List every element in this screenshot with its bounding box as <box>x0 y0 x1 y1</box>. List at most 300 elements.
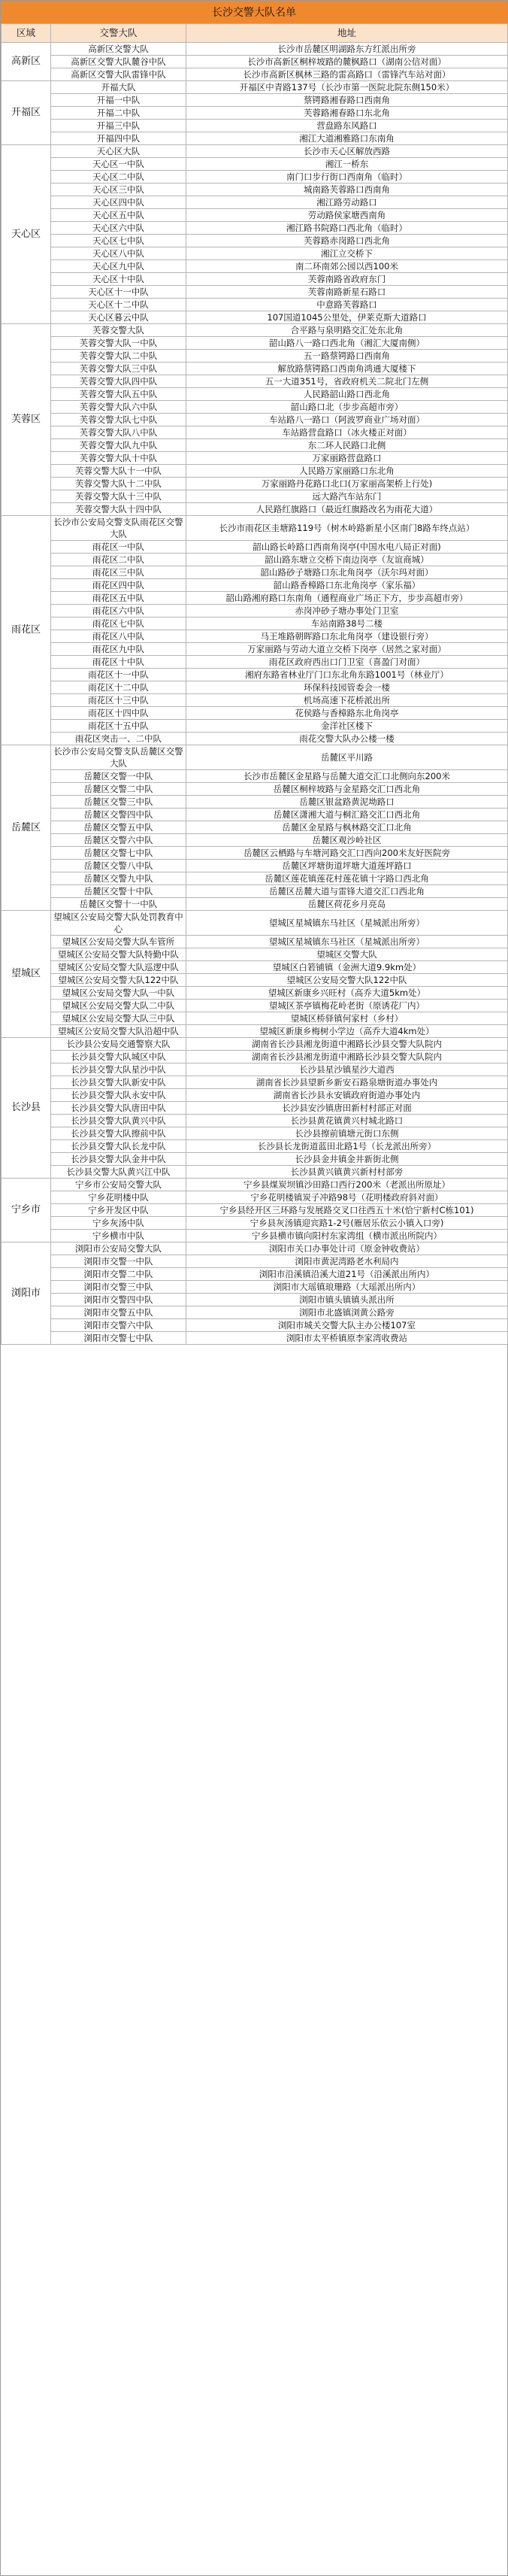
address-cell: 五一大道351号，省政府机关二院北门左侧 <box>186 375 508 388</box>
brigade-cell: 长沙县交警大队擦前中队 <box>51 1127 186 1140</box>
table-row <box>2 783 508 796</box>
address-cell: 韶山路砂子塘路口东北角岗亭（沃尔玛对面） <box>186 566 508 579</box>
address-cell: 人民路万家丽路口东北角 <box>186 465 508 478</box>
table-row <box>2 81 508 94</box>
brigade-cell: 雨花区突击一、二中队 <box>51 733 186 745</box>
district-cell: 雨花区 <box>2 516 51 745</box>
brigade-cell: 开福三中队 <box>51 120 186 132</box>
brigade-cell: 浏阳市公安局交警大队 <box>51 1242 186 1255</box>
address-cell: 雨花交警大队办公楼一楼 <box>186 733 508 745</box>
address-cell: 湘江一桥东 <box>186 158 508 171</box>
address-cell: 万家丽路丹花路口北口(万家丽高架桥上行处) <box>186 478 508 490</box>
address-cell: 湘江路劳动路口 <box>186 196 508 209</box>
brigade-cell: 天心区十二中队 <box>51 299 186 311</box>
address-cell: 宁乡花明楼镇炭子冲路98号（花明楼政府斜对面） <box>186 1191 508 1204</box>
table-row <box>2 247 508 260</box>
address-cell: 望城区白箬铺镇（金洲大道9.9km处） <box>186 961 508 974</box>
table-row <box>2 1204 508 1217</box>
brigade-cell: 芙蓉交警大队十四中队 <box>51 503 186 516</box>
district-cell: 芙蓉区 <box>2 324 51 516</box>
brigade-cell: 芙蓉交警大队十中队 <box>51 452 186 465</box>
table-row <box>2 936 508 948</box>
brigade-cell: 长沙县交警大队黄兴江中队 <box>51 1166 186 1179</box>
brigade-cell: 长沙县交警大队永安中队 <box>51 1089 186 1102</box>
address-cell: 岳麓区莲花镇莲花村莲花镇十字路口西北角 <box>186 872 508 885</box>
brigade-cell: 雨花区八中队 <box>51 630 186 643</box>
brigade-cell: 高新区交警大队 <box>51 43 186 56</box>
brigade-cell: 雨花区五中队 <box>51 592 186 605</box>
table-row <box>2 987 508 1000</box>
address-cell: 南门口步行街口西南角（临时） <box>186 171 508 184</box>
address-cell: 赤岗冲砂子塘办事处门卫室 <box>186 605 508 617</box>
table-row <box>2 196 508 209</box>
brigade-cell: 芙蓉交警大队二中队 <box>51 350 186 363</box>
table-row <box>2 1217 508 1230</box>
table-row <box>2 1281 508 1294</box>
table-row <box>2 452 508 465</box>
table-row <box>2 478 508 490</box>
brigade-cell: 开福大队 <box>51 81 186 94</box>
brigade-cell: 开福一中队 <box>51 94 186 107</box>
table-row <box>2 579 508 592</box>
brigade-cell: 高新区交警大队雷锋中队 <box>51 68 186 81</box>
table-row <box>2 541 508 554</box>
brigade-cell: 天心区十一中队 <box>51 286 186 299</box>
address-cell: 五一路蔡锷路口西南角 <box>186 350 508 363</box>
address-cell: 韶山路八一路口西北角（湘汇大厦南侧） <box>186 337 508 350</box>
table-row <box>2 1025 508 1038</box>
table-row <box>2 94 508 107</box>
brigade-cell: 宁乡市公安局交警大队 <box>51 1179 186 1191</box>
address-cell: 芙蓉路湘春路口东北角 <box>186 107 508 120</box>
brigade-cell: 天心区八中队 <box>51 247 186 260</box>
table-row <box>2 770 508 783</box>
table-row <box>2 158 508 171</box>
column-header-brigade: 交警大队 <box>51 24 186 43</box>
table-row <box>2 324 508 337</box>
brigade-cell: 芙蓉交警大队五中队 <box>51 388 186 401</box>
table-row <box>2 120 508 132</box>
table-row <box>2 885 508 898</box>
table-row <box>2 860 508 872</box>
table-row <box>2 974 508 987</box>
address-cell: 城南路芙蓉路口西南角 <box>186 184 508 196</box>
brigade-cell: 长沙县交警大队唐田中队 <box>51 1102 186 1115</box>
address-cell: 望城区新康乡兴旺村（高乔大道5km处） <box>186 987 508 1000</box>
table-row <box>2 694 508 707</box>
address-cell: 合平路与泉明路交汇处东北角 <box>186 324 508 337</box>
table-row <box>2 1063 508 1076</box>
table-row <box>2 337 508 350</box>
address-cell: 湘府东路省林业厅门口东北角东路1001号（林业厅） <box>186 669 508 681</box>
brigade-cell: 长沙县交警大队黄兴中队 <box>51 1115 186 1127</box>
table-row <box>2 350 508 363</box>
address-cell: 浏阳市北盛镇浏黄公路旁 <box>186 1306 508 1319</box>
table-row <box>2 439 508 452</box>
brigade-cell: 浏阳市交警三中队 <box>51 1281 186 1294</box>
brigade-cell: 芙蓉交警大队 <box>51 324 186 337</box>
address-cell: 花侯路与香樟路东北角岗亭 <box>186 707 508 720</box>
address-cell: 开福区中青路137号（长沙市第一医院北院东侧150米） <box>186 81 508 94</box>
brigade-cell: 宁乡花明楼中队 <box>51 1191 186 1204</box>
address-cell: 浏阳市黄泥湾路老水利局内 <box>186 1255 508 1268</box>
brigade-cell: 雨花区十一中队 <box>51 669 186 681</box>
address-cell: 长沙市高新区桐梓坡路的麓枫路口（湖南公信对面） <box>186 56 508 68</box>
brigade-cell: 岳麓区交警五中队 <box>51 821 186 834</box>
address-cell: 车站路营盘路口（冰火楼正对面） <box>186 426 508 439</box>
brigade-cell: 天心区十中队 <box>51 273 186 286</box>
brigade-cell: 开福二中队 <box>51 107 186 120</box>
address-cell: 韶山路湘府路口东南角（通程商业广场正下方，步步高超市旁） <box>186 592 508 605</box>
table-row <box>2 260 508 273</box>
table-row <box>2 1230 508 1242</box>
table-row <box>2 1076 508 1089</box>
table-row <box>2 948 508 961</box>
district-cell: 天心区 <box>2 145 51 324</box>
brigade-cell: 岳麓区交警十一中队 <box>51 898 186 911</box>
table-row <box>2 1268 508 1281</box>
brigade-cell: 望城区公安局交警大队特勤中队 <box>51 948 186 961</box>
district-cell: 浏阳市 <box>2 1242 51 1345</box>
address-cell: 岳麓区岳麓大道与雷锋大道交汇口西北角 <box>186 885 508 898</box>
brigade-cell: 岳麓区交警十中队 <box>51 885 186 898</box>
brigade-cell: 天心区六中队 <box>51 222 186 235</box>
brigade-cell: 雨花区十四中队 <box>51 707 186 720</box>
brigade-cell: 岳麓区交警六中队 <box>51 834 186 847</box>
address-cell: 长沙县长龙街道蓝田北路1号（长龙派出所旁） <box>186 1140 508 1153</box>
brigade-cell: 雨花区一中队 <box>51 541 186 554</box>
address-cell: 长沙市高新区枫林三路的雷高路口（雷锋汽车站对面） <box>186 68 508 81</box>
address-cell: 湖南省长沙县湘龙街道中湘路长沙县交警大队院内 <box>186 1038 508 1051</box>
brigade-cell: 高新区交警大队麓谷中队 <box>51 56 186 68</box>
address-cell: 望城区桥驿镇何家村（乡村） <box>186 1012 508 1025</box>
table-row <box>2 1127 508 1140</box>
table-row <box>2 898 508 911</box>
brigade-cell: 雨花区七中队 <box>51 617 186 630</box>
table-row <box>2 872 508 885</box>
address-cell: 远大路汽车站东门 <box>186 490 508 503</box>
address-cell: 芙蓉南路省政府东门 <box>186 273 508 286</box>
address-cell: 车站南路38号二楼 <box>186 617 508 630</box>
brigade-cell: 长沙县交警大队星沙中队 <box>51 1063 186 1076</box>
address-cell: 浏阳市沿溪镇沿溪大道21号（沿溪派出所内） <box>186 1268 508 1281</box>
address-cell: 南二环南郊公园以西100米 <box>186 260 508 273</box>
brigade-cell: 天心区九中队 <box>51 260 186 273</box>
table-row <box>2 1115 508 1127</box>
brigade-cell: 天心区三中队 <box>51 184 186 196</box>
table-row <box>2 465 508 478</box>
brigade-cell: 望城区公安局交警大队沿超中队 <box>51 1025 186 1038</box>
address-cell: 浏阳市太平桥镇原李家湾收费站 <box>186 1332 508 1345</box>
brigade-cell: 望城区公安局交警大队一中队 <box>51 987 186 1000</box>
address-cell: 长沙县安沙镇唐田新村村部正对面 <box>186 1102 508 1115</box>
brigade-cell: 雨花区十五中队 <box>51 720 186 733</box>
address-cell: 万家丽路与劳动大道立交桥下岗亭（居然之家对面） <box>186 643 508 656</box>
address-cell: 宁乡县经开区三环路与发展路交叉口往西五十米(恰宁新村C栋101) <box>186 1204 508 1217</box>
brigade-cell: 雨花区十二中队 <box>51 681 186 694</box>
brigade-cell: 浏阳市交警四中队 <box>51 1294 186 1306</box>
table-row <box>2 1153 508 1166</box>
address-cell: 望城区星城镇东马社区（星城派出所旁） <box>186 936 508 948</box>
address-cell: 芙蓉路赤岗路口西北角 <box>186 235 508 247</box>
brigade-cell: 宁乡灰汤中队 <box>51 1217 186 1230</box>
table-row <box>2 43 508 56</box>
brigade-cell: 望城区公安局交警大队三中队 <box>51 1012 186 1025</box>
table-row <box>2 1051 508 1063</box>
address-cell: 车站路八一路口（阿波罗商业广场对面） <box>186 414 508 426</box>
brigade-cell: 岳麓区交警四中队 <box>51 809 186 821</box>
brigade-cell: 岳麓区交警八中队 <box>51 860 186 872</box>
address-cell: 岳麓区桐梓坡路与金星路交汇口西北角 <box>186 783 508 796</box>
column-header-address: 地址 <box>186 24 508 43</box>
table-row <box>2 1089 508 1102</box>
table-row <box>2 363 508 375</box>
brigade-cell: 天心区七中队 <box>51 235 186 247</box>
address-cell: 望城区公安局交警大队122中队 <box>186 974 508 987</box>
table-row <box>2 733 508 745</box>
address-cell: 湖南省长沙县望新乡新安石路泉塘街道办事处内 <box>186 1076 508 1089</box>
address-cell: 长沙县擦前镇塘元街口东侧 <box>186 1127 508 1140</box>
table-row <box>2 669 508 681</box>
address-cell: 岳麓区荷花乡月亮岛 <box>186 898 508 911</box>
address-cell: 望城区茶亭镇梅花岭老街（原诱花厂内） <box>186 1000 508 1012</box>
district-cell: 开福区 <box>2 81 51 145</box>
table-row <box>2 1038 508 1051</box>
table-row <box>2 184 508 196</box>
address-cell: 长沙市岳麓区金星路与岳麓大道交汇口北侧向东200米 <box>186 770 508 783</box>
address-cell: 浏阳市关口办事处计司（原金钟收费站） <box>186 1242 508 1255</box>
table-row <box>2 222 508 235</box>
brigade-cell: 芙蓉交警大队三中队 <box>51 363 186 375</box>
address-cell: 长沙县星沙镇星沙大道西 <box>186 1063 508 1076</box>
district-cell: 望城区 <box>2 911 51 1038</box>
table-row <box>2 809 508 821</box>
table-row <box>2 643 508 656</box>
brigade-cell: 雨花区三中队 <box>51 566 186 579</box>
table-row <box>2 516 508 541</box>
table-row <box>2 132 508 145</box>
brigade-cell: 岳麓区交警一中队 <box>51 770 186 783</box>
address-cell: 浏阳市城关交警大队主办公楼107室 <box>186 1319 508 1332</box>
table-row <box>2 605 508 617</box>
table-row <box>2 1332 508 1345</box>
table-row <box>2 566 508 579</box>
brigade-cell: 天心区一中队 <box>51 158 186 171</box>
brigade-cell: 长沙县公安局交通警察大队 <box>51 1038 186 1051</box>
table-row <box>2 796 508 809</box>
table-row <box>2 1255 508 1268</box>
address-cell: 长沙县金井镇金井新街北侧 <box>186 1153 508 1166</box>
address-cell: 湘江大道湘雅路口东南角 <box>186 132 508 145</box>
table-row <box>2 592 508 605</box>
address-cell: 岳麓区坪塘街道坪塘大道莲坪路口 <box>186 860 508 872</box>
address-cell: 浏阳市大瑶镇琅珊路（大瑶派出所内） <box>186 1281 508 1294</box>
brigade-cell: 雨花区四中队 <box>51 579 186 592</box>
table-row <box>2 299 508 311</box>
brigade-cell: 望城区公安局交警大队巡逻中队 <box>51 961 186 974</box>
address-cell: 长沙县黄花镇黄兴村城北路口 <box>186 1115 508 1127</box>
brigade-cell: 宁乡开发区中队 <box>51 1204 186 1217</box>
address-cell: 望城区星城镇东马社区（星城派出所旁） <box>186 911 508 936</box>
brigade-cell: 浏阳市交警二中队 <box>51 1268 186 1281</box>
district-cell: 长沙县 <box>2 1038 51 1179</box>
address-cell: 望城区交警大队 <box>186 948 508 961</box>
brigade-cell: 长沙县交警大队城区中队 <box>51 1051 186 1063</box>
address-cell: 湘江立交桥下 <box>186 247 508 260</box>
table-row <box>2 375 508 388</box>
address-cell: 长沙市岳麓区明湖路东方红派出所旁 <box>186 43 508 56</box>
address-cell: 长沙市天心区解放西路 <box>186 145 508 158</box>
brigade-cell: 浏阳市交警六中队 <box>51 1319 186 1332</box>
address-cell: 中意路芙蓉路口 <box>186 299 508 311</box>
address-cell: 马王堆路朝晖路口东北角岗亭（建设银行旁） <box>186 630 508 643</box>
address-cell: 韶山路口北（步步高超市旁） <box>186 401 508 414</box>
brigade-cell: 雨花区十中队 <box>51 656 186 669</box>
address-cell: 金洋社区楼下 <box>186 720 508 733</box>
brigade-cell: 天心区五中队 <box>51 209 186 222</box>
brigade-cell: 望城区公安局交警大队处罚教育中心 <box>51 911 186 936</box>
address-cell: 环保科技园管委会一楼 <box>186 681 508 694</box>
table-row <box>2 911 508 936</box>
table-row <box>2 388 508 401</box>
brigade-cell: 长沙县交警大队金井中队 <box>51 1153 186 1166</box>
table-row <box>2 145 508 158</box>
table-row <box>2 720 508 733</box>
address-cell: 岳麓区金星路与枫林路交汇口北角 <box>186 821 508 834</box>
brigade-cell: 长沙县交警大队新安中队 <box>51 1076 186 1089</box>
address-cell: 长沙市雨花区圭塘路119号（树木岭路新星小区南门8路车终点站） <box>186 516 508 541</box>
column-header-district: 区域 <box>2 24 51 43</box>
table-row <box>2 1166 508 1179</box>
address-cell: 长沙县黄兴镇黄兴新村村部旁 <box>186 1166 508 1179</box>
address-cell: 浏阳市镇头镇镇头派出所 <box>186 1294 508 1306</box>
table-row <box>2 847 508 860</box>
brigade-cell: 望城区公安局交警大队车管所 <box>51 936 186 948</box>
table-row <box>2 630 508 643</box>
district-cell: 宁乡市 <box>2 1179 51 1242</box>
table-row <box>2 503 508 516</box>
table-row <box>2 1319 508 1332</box>
table-body <box>2 43 508 1345</box>
table-row <box>2 68 508 81</box>
table-row <box>2 1179 508 1191</box>
brigade-cell: 天心区大队 <box>51 145 186 158</box>
brigade-cell: 雨花区九中队 <box>51 643 186 656</box>
table-row <box>2 656 508 669</box>
table-row <box>2 401 508 414</box>
table-row <box>2 1242 508 1255</box>
table-row <box>2 426 508 439</box>
table-row <box>2 821 508 834</box>
table-row <box>2 1191 508 1204</box>
brigade-cell: 岳麓区交警二中队 <box>51 783 186 796</box>
address-cell: 蔡锷路湘春路口西南角 <box>186 94 508 107</box>
brigade-cell: 长沙市公安局交警支队雨花区交警大队 <box>51 516 186 541</box>
table-row <box>2 1140 508 1153</box>
table-row <box>2 490 508 503</box>
brigade-cell: 芙蓉交警大队七中队 <box>51 414 186 426</box>
address-cell: 机场高速下花桥派出所 <box>186 694 508 707</box>
address-cell: 宁乡县灰汤镇迎宾路1-2号(雁居乐依云小镇入口旁) <box>186 1217 508 1230</box>
address-cell: 岳麓区潇湘大道与桐汇路交汇口西北角 <box>186 809 508 821</box>
district-cell: 高新区 <box>2 43 51 81</box>
brigade-cell: 岳麓区交警七中队 <box>51 847 186 860</box>
address-cell: 湖南省长沙县永安镇政府街道办事处内 <box>186 1089 508 1102</box>
address-cell: 岳麓区平川路 <box>186 745 508 770</box>
brigade-cell: 雨花区六中队 <box>51 605 186 617</box>
address-cell: 湘江路书院路口西北角（临时） <box>186 222 508 235</box>
table-row <box>2 961 508 974</box>
table-row <box>2 171 508 184</box>
brigade-cell: 岳麓区交警三中队 <box>51 796 186 809</box>
brigade-cell: 浏阳市交警七中队 <box>51 1332 186 1345</box>
brigade-cell: 芙蓉交警大队八中队 <box>51 426 186 439</box>
brigade-cell: 浏阳市交警一中队 <box>51 1255 186 1268</box>
address-cell: 韶山路东塘立交桥下南边岗亭（友谊商城） <box>186 554 508 566</box>
address-cell: 解放路蔡锷路口西南角鸿通大厦楼下 <box>186 363 508 375</box>
address-cell: 人民路韶山路口西北角 <box>186 388 508 401</box>
brigade-cell: 芙蓉交警大队十三中队 <box>51 490 186 503</box>
table-row <box>2 1306 508 1319</box>
district-cell: 岳麓区 <box>2 745 51 911</box>
table-row <box>2 707 508 720</box>
table-row <box>2 235 508 247</box>
table-row <box>2 311 508 324</box>
table-row <box>2 1102 508 1115</box>
brigade-cell: 长沙县交警大队长龙中队 <box>51 1140 186 1153</box>
brigade-cell: 芙蓉交警大队九中队 <box>51 439 186 452</box>
brigade-cell: 天心区二中队 <box>51 171 186 184</box>
brigade-cell: 望城区公安局交警大队二中队 <box>51 1000 186 1012</box>
address-cell: 雨花区政府西出口门卫室（喜盈门对面） <box>186 656 508 669</box>
table-row <box>2 1294 508 1306</box>
brigade-cell: 浏阳市交警五中队 <box>51 1306 186 1319</box>
address-cell: 望城区新康乡梅树小学边（高乔大道4km处） <box>186 1025 508 1038</box>
table-row <box>2 1012 508 1025</box>
brigade-cell: 望城区公安局交警大队122中队 <box>51 974 186 987</box>
address-cell: 宁乡县煤炭坝镇沙田路口西行200米（老派出所原址） <box>186 1179 508 1191</box>
brigade-cell: 天心区暮云中队 <box>51 311 186 324</box>
address-cell: 岳麓区银盆路黄泥坳路口 <box>186 796 508 809</box>
header-row <box>2 24 508 43</box>
police-table <box>1 23 508 1345</box>
table-row <box>2 617 508 630</box>
address-cell: 湖南省长沙县湘龙街道中湘路长沙县交警大队院内 <box>186 1051 508 1063</box>
address-cell: 韶山路香樟路口东北角岗亭（家乐福） <box>186 579 508 592</box>
brigade-cell: 岳麓区交警九中队 <box>51 872 186 885</box>
table-row <box>2 286 508 299</box>
address-cell: 宁乡县横市镇向阳村东家湾组（横市派出所院内） <box>186 1230 508 1242</box>
address-cell: 人民路红旗路口（最近红旗路改名为雨花大道） <box>186 503 508 516</box>
brigade-cell: 宁乡横市中队 <box>51 1230 186 1242</box>
table-row <box>2 209 508 222</box>
brigade-cell: 芙蓉交警大队十一中队 <box>51 465 186 478</box>
page-title: 长沙交警大队名单 <box>1 1 507 23</box>
address-cell: 万家丽路营盘路口 <box>186 452 508 465</box>
table-row <box>2 834 508 847</box>
brigade-cell: 长沙市公安局交警支队岳麓区交警大队 <box>51 745 186 770</box>
address-cell: 芙蓉南路新星石路口 <box>186 286 508 299</box>
table-row <box>2 107 508 120</box>
table-row <box>2 681 508 694</box>
address-cell: 岳麓区观沙岭社区 <box>186 834 508 847</box>
brigade-cell: 天心区四中队 <box>51 196 186 209</box>
address-cell: 韶山路长岭路口西南角岗亭(中国水电八局正对面) <box>186 541 508 554</box>
address-cell: 107国道1045公里处，伊莱克斯大道路口 <box>186 311 508 324</box>
address-cell: 岳麓区云栖路与车塘河路交汇口西向200米友好医院旁 <box>186 847 508 860</box>
brigade-cell: 开福四中队 <box>51 132 186 145</box>
brigade-cell: 雨花区二中队 <box>51 554 186 566</box>
